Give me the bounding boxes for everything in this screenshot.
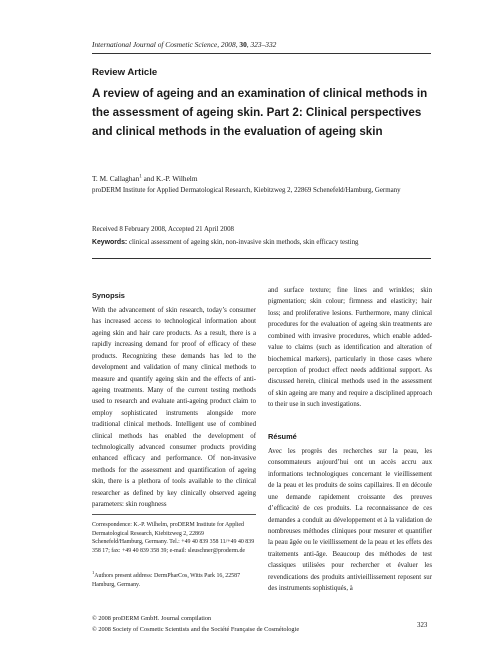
footnote-mark: 1 (92, 570, 95, 575)
keywords-text: clinical assessment of ageing skin, non-invasive skin methods, skin efficacy testing (127, 239, 359, 246)
affiliation: proDERM Institute for Applied Dermatological Research, Kiebitzweg 2, 22869 Schenefeld/Hamburg, Germany (92, 187, 401, 194)
copyright (92, 614, 299, 635)
journal-pages: , 323–332 (246, 40, 277, 49)
keywords (92, 239, 358, 246)
received-dates: Received 8 February 2008, Accepted 21 April 2008 (92, 226, 234, 233)
footnote-text: Authors present address: DermPharCos, Witts Park 16, 22587 Hamburg, Germany. (92, 572, 241, 588)
resume-heading: Résumé (268, 432, 297, 441)
keywords-label: Keywords: (92, 239, 128, 246)
correspondence: Correspondence: K.-P. Wilhelm, proDERM Institute for Applied Dermatological Research, Kiebitzweg 2, 22869 Schenefeld/Hamburg, Germany. Tel.: +49 40 839 358 11/+49 40 839 358 17; fax: +49 40 839 358 39; e-mail: sleuschner@proderm.de (92, 522, 255, 554)
footnote-rule (92, 514, 256, 515)
journal-citation (92, 40, 276, 49)
synopsis-text-left (92, 305, 256, 511)
resume-paragraph: Avec les progrès des recherches sur la peau, les consommateurs aujourd’hui ont un accès accru aux informations technologiques concernant le vieillissement de la peau et les produits de soins capillaires. Il en découle une demande rapidement croissante des preuves d’efficacité de ces produits. La reconnaissance de ces demandes a conduit au développement et à la validation de nombreuses méthodes cliniques pour mesurer et quantifier la peau âgée ou le vieillissement de la peau et les effets des traitements anti-âge. Beaucoup des méthodes de test classiques utilisées pour rechercher et évaluer les revendications des produits antivieillissement reposent sur des instruments sophistiqués, à (268, 448, 432, 593)
synopsis-paragraph-2: and surface texture; fine lines and wrinkles; skin pigmentation; skin colour; firmness and elasticity; hair loss; and proliferative lesions. Furthermore, many clinical procedures for the evaluation of ageing skin treatments are combined with invasive procedures, which enable added-value to claims (such as identification and alteration of biochemical markers), particularly in those cases where perception of product effect needs additional support. As discussed herein, clinical methods used in the assessment of skin ageing are many and require a disciplined approach to their use in such investigations. (268, 287, 432, 409)
author-1: T. M. Callaghan (92, 174, 140, 183)
synopsis-paragraph-1: With the advancement of skin research, today’s consumer has increased access to technological information about ageing skin and hair care products. As a result, there is a rapidly increasing demand for proof of efficacy of these products. Recognizing these demands has led to the development and validation of many clinical methods to measure and quantify ageing skin and the effects of anti-ageing treatments. Many of the current testing methods used to research and evaluate anti-ageing product claim to employ sophisticated instruments alongside more traditional clinical methods. Intelligent use of combined clinical methods has enabled the development of technologically advanced consumer products providing enhanced efficacy and performance. Of non-invasive methods for the assessment and quantification of ageing skin, there is a plethora of tools available to the clinical researcher as defined by key clinically observed ageing parameters: skin roughness (92, 307, 256, 509)
resume-text (268, 446, 432, 594)
synopsis-text-right (268, 285, 432, 411)
author-footnote (92, 569, 256, 589)
authors (92, 174, 198, 183)
article-title: A review of ageing and an examination of clinical methods in the assessment of ageing skin. Part 2: Clinical perspectives and clinical methods in the evaluation of ageing skin (92, 87, 428, 139)
page-number: 323 (417, 622, 428, 629)
synopsis-heading: Synopsis (92, 291, 125, 300)
author-1-footnote-mark: 1 (139, 174, 142, 180)
journal-name: International Journal of Cosmetic Science (92, 40, 218, 49)
header-rule (92, 53, 431, 54)
copyright-line-2: © 2008 Society of Cosmetic Scientists and the Société Française de Cosmétologie (92, 625, 300, 633)
keywords-rule (92, 258, 431, 259)
author-2: and K.-P. Wilhelm (141, 174, 198, 183)
article-type: Review Article (92, 67, 158, 78)
journal-year: , 2008, (217, 40, 240, 49)
copyright-line-1: © 2008 proDERM GmbH. Journal compilation (92, 615, 212, 622)
journal-volume: 30 (239, 40, 247, 49)
